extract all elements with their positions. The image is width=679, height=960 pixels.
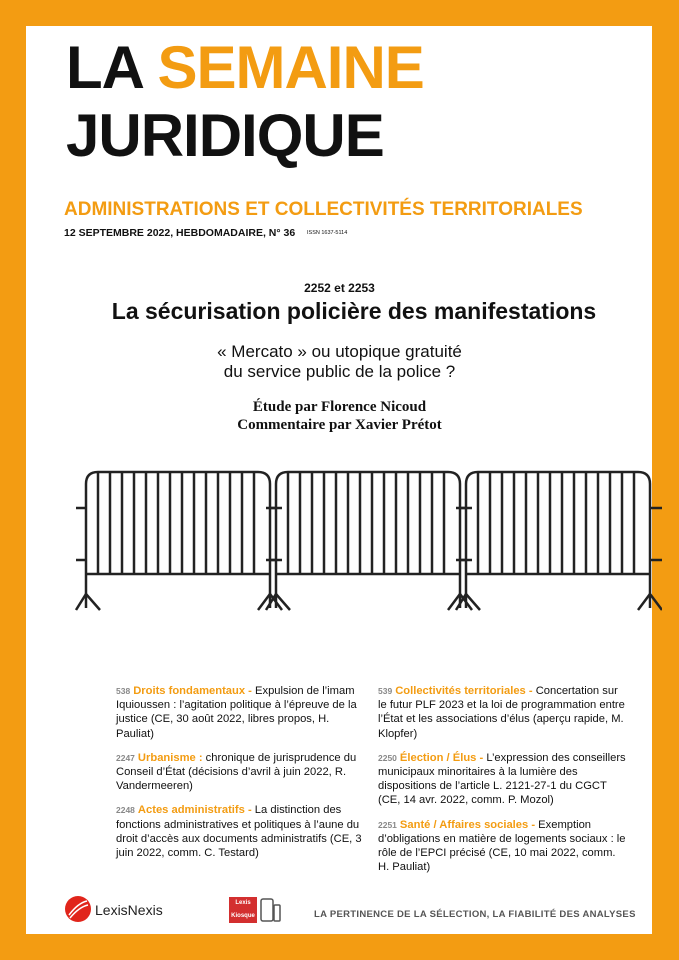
issue-line: 12 SEPTEMBRE 2022, HEBDOMADAIRE, N° 36 [64,227,296,239]
toc-text: L’expression des conseillers municipaux minoritaires à la lumière des dispositions de l’article L. 2121-27-1 du CGCT (CE, 14 avr. 2022, comm. P. Mozol) [378,751,626,807]
toc-heading: Santé / Affaires sociales - [399,818,536,831]
issn: ISSN 1637-5114 [307,230,348,236]
toc-heading: Urbanisme : [137,751,203,764]
accent-tab [652,26,679,316]
toc-heading: Droits fondamentaux - [133,685,252,697]
toc-number: 2251 [378,819,397,830]
tagline: LA PERTINENCE DE LA SÉLECTION, LA FIABILITÉ DES ANALYSES [314,909,636,920]
toc-entry[interactable] [116,684,366,741]
devices-icon [259,897,281,923]
toc-entry[interactable] [116,803,366,860]
toc-text: chronique de jurisprudence du Conseil d’État (décisions d’avril à juin 2022, R. Vandermeeren) [116,751,357,793]
toc-heading: Actes administratifs - [137,804,252,817]
toc-number: 538 [116,686,131,696]
feature-authors [0,398,679,434]
kiosque-label-bottom: Kiosque [231,913,255,919]
feature-subtitle [0,342,679,382]
author-study: Étude par Florence Nicoud [252,399,427,415]
kiosque-icon [229,897,257,923]
toc-heading: Élection / Élus - [399,751,484,764]
toc-number: 2248 [116,805,135,816]
masthead-line1 [66,34,424,101]
toc-text: La distinction des fonctions administratives et politiques à l’aune du droit d’accès aux documents administratifs (CE, 3 juin 2022, comm. C. Testard) [116,804,362,860]
toc-number: 539 [378,686,393,696]
toc-number: 2250 [378,752,397,763]
author-comment: Commentaire par Xavier Prétot [237,417,442,433]
edition-subtitle: ADMINISTRATIONS ET COLLECTIVITÉS TERRITORIALES [64,199,583,220]
kiosque-label-top: Lexis [235,900,251,906]
masthead-juridique: JURIDIQUE [66,102,384,169]
masthead-la: LA [66,34,142,101]
toc-entry[interactable] [378,818,628,875]
toc-number: 2247 [116,752,135,763]
publisher-logo-text: LexisNexis [95,902,163,918]
toc-text: Exemption d’obligations en matière de logements sociaux : le rôle de l’EPCI précisé (CE, 10 mai 2022, comm. H. Pauliat) [378,818,626,874]
toc-entry[interactable] [378,684,628,741]
toc-text: Concertation sur le futur PLF 2023 et la loi de programmation entre l’État et les associations d’élus (aperçu rapide, M. Klopfer) [378,685,625,740]
feature-subtitle-line2: du service public de la police ? [223,362,456,381]
crowd-barrier-icon [72,468,662,618]
feature-subtitle-line1: « Mercato » ou utopique gratuité [217,342,462,361]
toc-text: Expulsion de l’imam Iquioussen : l’agitation politique à l’épreuve de la justice (CE, 30 août 2022, libres propos, H. Pauliat) [116,685,357,740]
toc-heading: Collectivités territoriales - [395,685,533,697]
feature-numbers: 2252 et 2253 [304,281,375,295]
toc-left-column [116,684,366,870]
masthead-semaine: SEMAINE [157,34,424,101]
toc-entry[interactable] [378,751,628,808]
toc-right-column [378,684,628,884]
lexisnexis-logo-icon [64,895,92,923]
feature-title: La sécurisation policière des manifestations [111,298,597,324]
toc-entry[interactable] [116,751,366,794]
